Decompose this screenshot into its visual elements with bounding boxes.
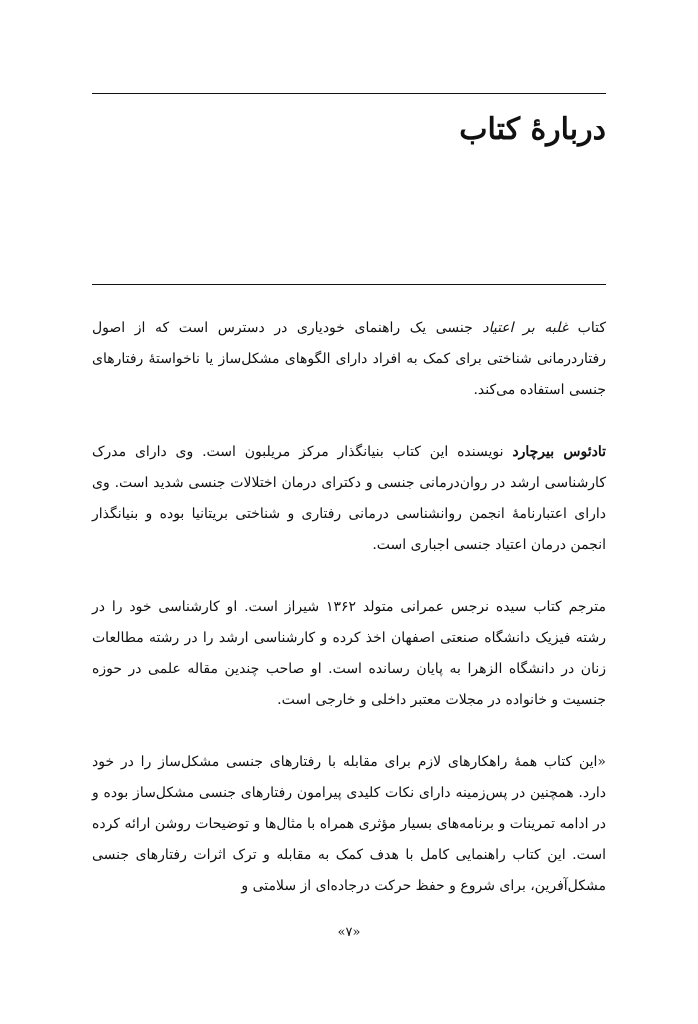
paragraph-translator: مترجم کتاب سیده نرجس عمرانی متولد ۱۳۶۲ شیراز است. او کارشناسی خود را در رشته فیزیک دانشگاه صنعتی اصفهان اخذ کرده و کارشناسی ارشد را در رشته مطالعات زنان در دانشگاه الزهرا به پایان رسانده است. او صاحب چندین مقاله علمی در حوزه جنسیت و خانواده در مجلات معتبر داخلی و خارجی است. [92,599,607,708]
author-bio: نویسنده این کتاب بنیانگذار مرکز مریلبون است. وی دارای مدرک کارشناسی ارشد در روان‌درمانی جنسی و دکترای درمان اختلالات جنسی شدید است. وی دارای اعتبارنامهٔ انجمن روانشناسی درمانی رفتاری و شناختی بریتانیا بوده و بنیانگذار انجمن درمان اعتیاد جنسی اجباری است. [92,444,606,553]
book-title-italic: غلبه بر اعتیاد [482,320,569,336]
page-number: «۷» [337,925,361,940]
paragraph-author [92,437,606,561]
paragraph-book-intro [92,313,606,406]
title-bottom-rule [92,284,606,285]
book-intro-rest: جنسی یک راهنمای خودیاری در دسترس است که از اصول رفتاردرمانی شناختی برای کمک به افراد دارای الگوهای مشکل‌ساز یا ناخواستهٔ رفتارهای جنسی استفاده می‌کند. [92,320,606,398]
body-text [92,313,606,902]
top-rule [92,93,606,94]
paragraph-quote: «این کتاب همهٔ راهکارهای لازم برای مقابله با رفتارهای جنسی مشکل‌ساز را در خود دارد. همچنین در پس‌زمینه دارای نکات کلیدی پیرامون رفتارهای جنسی مشکل‌ساز بوده و در ادامه تمرینات و برنامه‌های بسیار مؤثری همراه با مثال‌ها و توضیحات روشن ارائه کرده است. این کتاب راهنمایی کامل با هدف کمک به مقابله و ترک اثرات رفتارهای جنسی مشکل‌آفرین، برای شروع و حفظ حرکت درجاده‌ای از سلامتی و [92,754,606,894]
author-name: تادئوس بیرچارد [512,444,606,460]
book-intro-lead: کتاب [568,320,606,336]
page-title: دربارهٔ کتاب [459,112,606,147]
